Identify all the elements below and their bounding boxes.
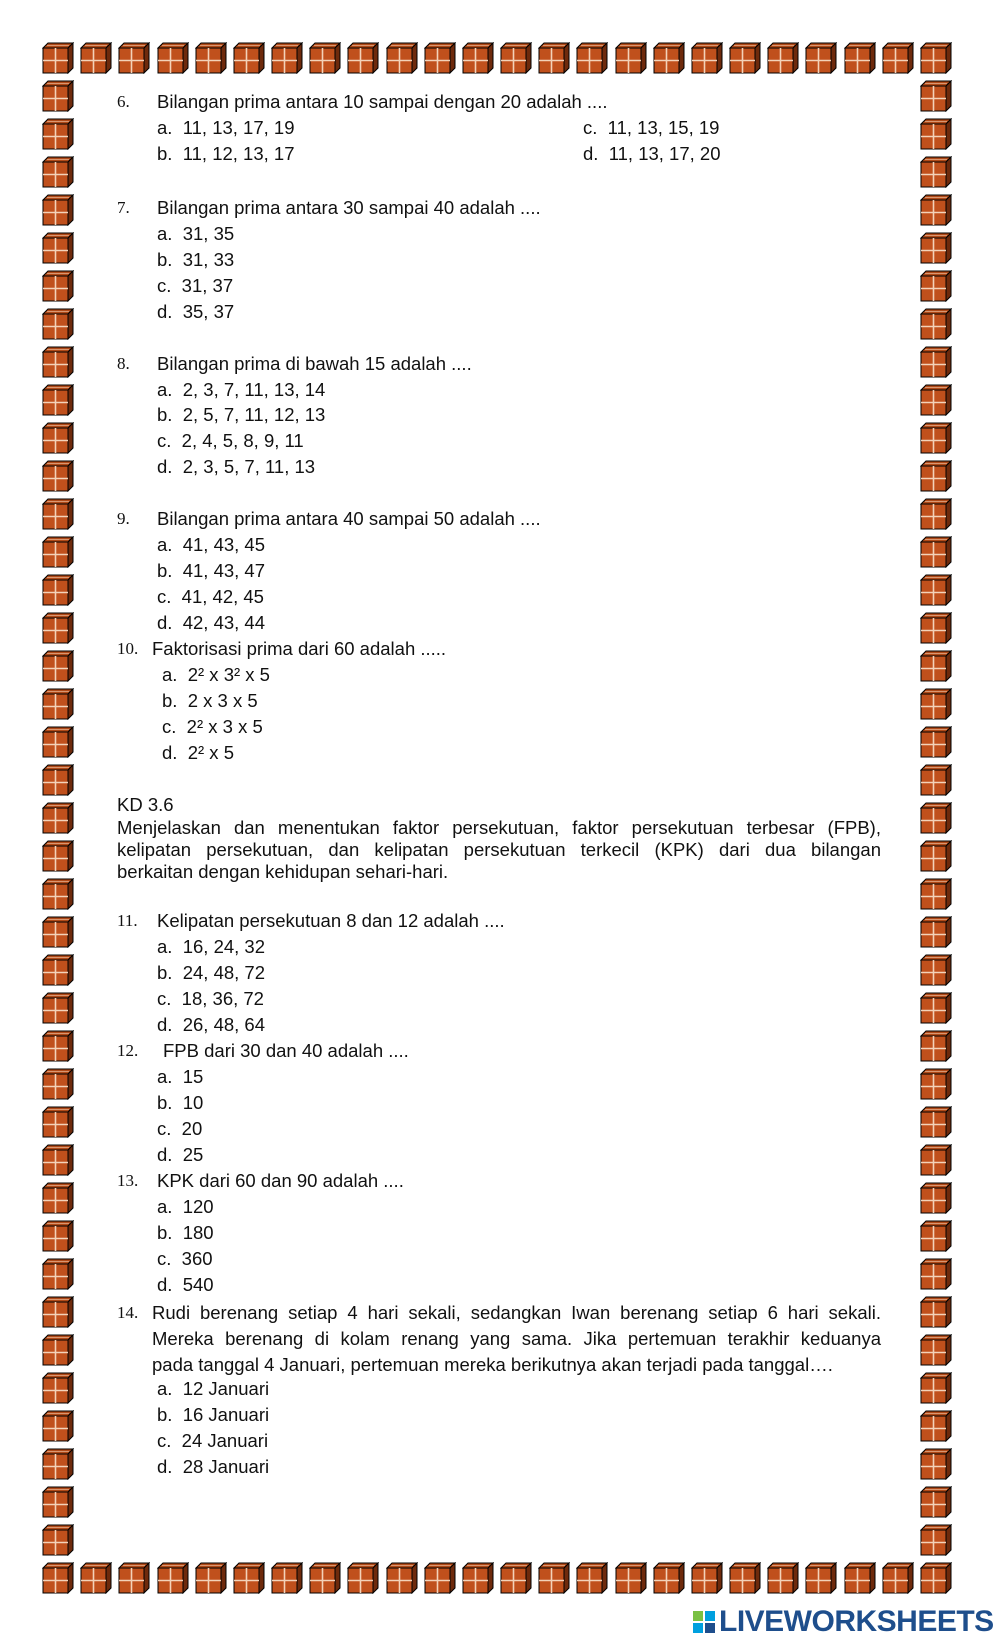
brick-icon: [920, 878, 952, 910]
option-text: 120: [182, 1196, 214, 1217]
question-text: Kelipatan persekutuan 8 dan 12 adalah ....: [157, 910, 505, 931]
option-text: 12 Januari: [182, 1378, 270, 1399]
option-text: 2² x 3² x 5: [187, 664, 270, 685]
option-c[interactable]: [157, 275, 233, 297]
option-text: 11, 13, 17, 20: [608, 143, 721, 164]
option-a[interactable]: [157, 534, 265, 556]
option-letter: a.: [157, 1378, 173, 1399]
brick-icon: [42, 916, 74, 948]
option-letter: d.: [157, 1456, 173, 1477]
option-text: 16 Januari: [182, 1404, 270, 1425]
option-letter: c.: [157, 586, 172, 607]
option-text: 11, 12, 13, 17: [182, 143, 295, 164]
option-d[interactable]: [157, 1274, 214, 1296]
kd-line: Menjelaskan dan menentukan faktor persekutuan, faktor persekutuan terbesar (FPB),: [117, 817, 881, 838]
brick-icon: [80, 1562, 112, 1594]
option-text: 18, 36, 72: [181, 988, 264, 1009]
brick-icon: [309, 1562, 341, 1594]
brick-icon: [42, 422, 74, 454]
option-a[interactable]: [162, 664, 270, 686]
option-text: 11, 13, 15, 19: [607, 117, 720, 138]
brick-icon: [920, 1068, 952, 1100]
brick-icon: [157, 1562, 189, 1594]
brick-icon: [920, 194, 952, 226]
question-number: 10.: [117, 639, 139, 658]
brick-icon: [920, 1182, 952, 1214]
option-b[interactable]: [162, 690, 258, 712]
kd-line: berkaitan dengan kehidupan sehari-hari.: [117, 861, 449, 882]
brick-icon: [920, 156, 952, 188]
brick-icon: [42, 954, 74, 986]
question-text: FPB dari 30 dan 40 adalah ....: [163, 1040, 409, 1061]
brick-icon: [920, 1486, 952, 1518]
brick-icon: [920, 232, 952, 264]
question-number: 9.: [117, 509, 130, 528]
option-text: 2, 3, 7, 11, 13, 14: [182, 379, 326, 400]
option-text: 25: [182, 1144, 204, 1165]
option-d[interactable]: [157, 1144, 203, 1166]
option-letter: d.: [157, 612, 173, 633]
brick-icon: [920, 1220, 952, 1252]
option-a[interactable]: [157, 1066, 203, 1088]
option-letter: b.: [157, 249, 173, 270]
question-number: 8.: [117, 354, 130, 373]
question-text: [152, 1300, 881, 1378]
brick-icon: [42, 688, 74, 720]
option-d[interactable]: [157, 1014, 265, 1036]
option-letter: b.: [157, 404, 173, 425]
brick-icon: [920, 802, 952, 834]
option-text: 2 x 3 x 5: [187, 690, 258, 711]
brick-icon: [42, 1296, 74, 1328]
brick-icon: [233, 1562, 265, 1594]
option-b[interactable]: [157, 249, 234, 271]
option-text: 2, 4, 5, 8, 9, 11: [181, 430, 304, 451]
brick-icon: [271, 1562, 303, 1594]
brick-icon: [576, 42, 608, 74]
kd-heading: KD 3.6: [117, 794, 174, 815]
option-text: 41, 43, 47: [182, 560, 266, 581]
brick-icon: [576, 1562, 608, 1594]
option-text: 180: [182, 1222, 214, 1243]
option-b[interactable]: [157, 1092, 203, 1114]
option-d[interactable]: [157, 612, 265, 634]
option-letter: c.: [162, 716, 177, 737]
brick-icon: [386, 1562, 418, 1594]
kd-line: kelipatan persekutuan, dan kelipatan persekutuan terkecil (KPK) dari dua bilangan: [117, 839, 881, 860]
brick-icon: [920, 840, 952, 872]
brick-icon: [42, 1334, 74, 1366]
option-d[interactable]: [157, 456, 315, 478]
brick-icon: [347, 42, 379, 74]
option-b[interactable]: [157, 962, 265, 984]
question-number: 7.: [117, 198, 130, 217]
question-number: 13.: [117, 1171, 139, 1190]
option-c[interactable]: [157, 1248, 213, 1270]
question-line: pada tanggal 4 Januari, pertemuan mereka berikutnya akan terjadi pada tanggal….: [152, 1354, 833, 1375]
option-letter: a.: [157, 223, 173, 244]
brick-icon: [42, 194, 74, 226]
option-text: 26, 48, 64: [182, 1014, 266, 1035]
option-text: 360: [181, 1248, 213, 1269]
option-a[interactable]: [157, 379, 325, 401]
option-letter: a.: [157, 534, 173, 555]
brick-icon: [42, 612, 74, 644]
option-letter: b.: [157, 1092, 173, 1113]
brick-icon: [538, 1562, 570, 1594]
brick-icon: [920, 1030, 952, 1062]
option-a[interactable]: [157, 117, 295, 139]
option-text: 31, 35: [182, 223, 235, 244]
brick-icon: [462, 42, 494, 74]
brick-icon: [920, 308, 952, 340]
brick-icon: [920, 1372, 952, 1404]
brick-icon: [920, 1524, 952, 1556]
option-letter: a.: [157, 1066, 173, 1087]
brick-icon: [42, 992, 74, 1024]
brick-icon: [920, 688, 952, 720]
option-c[interactable]: [583, 117, 719, 139]
brick-icon: [920, 346, 952, 378]
brick-icon: [920, 992, 952, 1024]
brick-icon: [42, 878, 74, 910]
option-b[interactable]: [157, 1404, 269, 1426]
brick-icon: [42, 1182, 74, 1214]
option-letter: a.: [157, 379, 173, 400]
brick-icon: [920, 118, 952, 150]
option-letter: d.: [157, 1014, 173, 1035]
option-c[interactable]: [162, 716, 263, 738]
option-letter: c.: [157, 430, 172, 451]
option-text: 2² x 3 x 5: [186, 716, 263, 737]
option-letter: c.: [157, 275, 172, 296]
option-letter: a.: [157, 936, 173, 957]
brick-icon: [920, 612, 952, 644]
option-text: 35, 37: [182, 301, 235, 322]
option-letter: d.: [162, 742, 178, 763]
brick-icon: [42, 80, 74, 112]
brick-icon: [691, 42, 723, 74]
brick-icon: [42, 1106, 74, 1138]
brick-icon: [920, 916, 952, 948]
option-text: 540: [182, 1274, 214, 1295]
liveworksheets-logo-icon: [692, 1610, 716, 1634]
brick-icon: [42, 156, 74, 188]
option-a[interactable]: [157, 936, 265, 958]
brick-icon: [42, 1258, 74, 1290]
question-text: Bilangan prima di bawah 15 adalah ....: [157, 353, 472, 374]
question-number: 12.: [117, 1041, 139, 1060]
brick-icon: [653, 1562, 685, 1594]
brick-icon: [805, 42, 837, 74]
option-text: 10: [182, 1092, 204, 1113]
option-text: 2² x 5: [187, 742, 234, 763]
brick-icon: [42, 1448, 74, 1480]
question-number: 11.: [117, 911, 138, 930]
brick-icon: [920, 1410, 952, 1442]
brick-icon: [42, 574, 74, 606]
brick-icon: [42, 1372, 74, 1404]
option-letter: a.: [162, 664, 178, 685]
logo-text: LIVEWORKSHEETS: [719, 1605, 994, 1638]
option-letter: c.: [157, 1430, 172, 1451]
brick-icon: [844, 42, 876, 74]
brick-icon: [691, 1562, 723, 1594]
option-c[interactable]: [157, 1430, 268, 1452]
brick-icon: [42, 1030, 74, 1062]
brick-icon: [42, 764, 74, 796]
brick-icon: [920, 1448, 952, 1480]
option-letter: d.: [157, 456, 173, 477]
brick-icon: [42, 498, 74, 530]
option-letter: b.: [157, 143, 173, 164]
option-b[interactable]: [157, 404, 325, 426]
brick-icon: [920, 460, 952, 492]
brick-icon: [42, 384, 74, 416]
brick-icon: [424, 1562, 456, 1594]
question-number: 6.: [117, 92, 130, 111]
brick-icon: [882, 1562, 914, 1594]
brick-icon: [347, 1562, 379, 1594]
brick-icon: [538, 42, 570, 74]
brick-icon: [920, 726, 952, 758]
option-c[interactable]: [157, 988, 264, 1010]
option-text: 2, 5, 7, 11, 12, 13: [182, 404, 326, 425]
brick-icon: [500, 1562, 532, 1594]
brick-icon: [615, 1562, 647, 1594]
liveworksheets-logo[interactable]: [692, 1606, 994, 1638]
brick-icon: [42, 1524, 74, 1556]
brick-icon: [195, 1562, 227, 1594]
brick-icon: [920, 650, 952, 682]
brick-icon: [80, 42, 112, 74]
question-line: Mereka berenang di kolam renang yang sama. Jika pertemuan terakhir keduanya: [152, 1328, 881, 1349]
brick-icon: [42, 1144, 74, 1176]
option-letter: d.: [583, 143, 599, 164]
brick-icon: [920, 422, 952, 454]
brick-icon: [729, 1562, 761, 1594]
option-text: 24, 48, 72: [182, 962, 266, 983]
question-text: Bilangan prima antara 30 sampai 40 adalah ....: [157, 197, 541, 218]
brick-icon: [920, 498, 952, 530]
brick-icon: [42, 650, 74, 682]
option-a[interactable]: [157, 1378, 269, 1400]
brick-icon: [118, 1562, 150, 1594]
brick-icon: [195, 42, 227, 74]
option-letter: c.: [157, 1118, 172, 1139]
option-letter: b.: [157, 962, 173, 983]
brick-icon: [157, 42, 189, 74]
option-letter: d.: [157, 1144, 173, 1165]
option-d[interactable]: [162, 742, 234, 764]
option-text: 41, 43, 45: [182, 534, 266, 555]
option-c[interactable]: [157, 586, 264, 608]
option-a[interactable]: [157, 1196, 214, 1218]
brick-icon: [767, 1562, 799, 1594]
option-letter: b.: [157, 1222, 173, 1243]
brick-icon: [42, 118, 74, 150]
brick-icon: [653, 42, 685, 74]
brick-icon: [42, 726, 74, 758]
brick-icon: [42, 42, 74, 74]
option-letter: b.: [162, 690, 178, 711]
option-letter: c.: [157, 1248, 172, 1269]
kd-description: [117, 817, 881, 883]
option-text: 11, 13, 17, 19: [182, 117, 295, 138]
brick-icon: [920, 80, 952, 112]
option-text: 15: [182, 1066, 204, 1087]
question-text: Bilangan prima antara 40 sampai 50 adalah ....: [157, 508, 541, 529]
brick-icon: [118, 42, 150, 74]
brick-icon: [42, 1220, 74, 1252]
brick-icon: [920, 1258, 952, 1290]
option-text: 16, 24, 32: [182, 936, 266, 957]
question-text: Faktorisasi prima dari 60 adalah .....: [152, 638, 447, 659]
option-c[interactable]: [157, 430, 304, 452]
brick-icon: [42, 840, 74, 872]
option-b[interactable]: [157, 560, 265, 582]
brick-icon: [920, 1106, 952, 1138]
option-text: 41, 42, 45: [181, 586, 264, 607]
question-line: Rudi berenang setiap 4 hari sekali, sedangkan Iwan berenang setiap 6 hari sekali.: [152, 1302, 881, 1323]
brick-icon: [42, 308, 74, 340]
brick-icon: [500, 42, 532, 74]
option-b[interactable]: [157, 1222, 214, 1244]
brick-icon: [844, 1562, 876, 1594]
brick-icon: [42, 536, 74, 568]
brick-icon: [920, 1334, 952, 1366]
option-text: 28 Januari: [182, 1456, 270, 1477]
option-text: 24 Januari: [181, 1430, 269, 1451]
brick-icon: [920, 574, 952, 606]
brick-icon: [233, 42, 265, 74]
brick-icon: [386, 42, 418, 74]
brick-icon: [920, 42, 952, 74]
brick-icon: [309, 42, 341, 74]
brick-icon: [920, 384, 952, 416]
option-letter: d.: [157, 301, 173, 322]
brick-icon: [42, 1410, 74, 1442]
brick-icon: [920, 536, 952, 568]
option-c[interactable]: [157, 1118, 202, 1140]
option-text: 31, 33: [182, 249, 235, 270]
brick-icon: [424, 42, 456, 74]
brick-icon: [42, 1562, 74, 1594]
brick-icon: [729, 42, 761, 74]
option-a[interactable]: [157, 223, 234, 245]
question-number: 14.: [117, 1303, 139, 1322]
brick-icon: [42, 232, 74, 264]
option-text: 42, 43, 44: [182, 612, 266, 633]
option-letter: a.: [157, 1196, 173, 1217]
option-letter: a.: [157, 117, 173, 138]
brick-icon: [920, 1144, 952, 1176]
option-letter: b.: [157, 1404, 173, 1425]
option-letter: c.: [157, 988, 172, 1009]
brick-icon: [615, 42, 647, 74]
option-text: 20: [181, 1118, 203, 1139]
brick-icon: [42, 460, 74, 492]
brick-icon: [882, 42, 914, 74]
option-text: 31, 37: [181, 275, 234, 296]
option-b[interactable]: [157, 143, 295, 165]
brick-icon: [42, 802, 74, 834]
option-letter: b.: [157, 560, 173, 581]
question-text: KPK dari 60 dan 90 adalah ....: [157, 1170, 404, 1191]
brick-icon: [42, 1068, 74, 1100]
option-letter: c.: [583, 117, 598, 138]
brick-icon: [42, 270, 74, 302]
option-d[interactable]: [157, 301, 234, 323]
brick-icon: [462, 1562, 494, 1594]
option-d[interactable]: [157, 1456, 269, 1478]
brick-icon: [920, 1562, 952, 1594]
brick-icon: [920, 954, 952, 986]
brick-icon: [805, 1562, 837, 1594]
option-d[interactable]: [583, 143, 721, 165]
option-letter: d.: [157, 1274, 173, 1295]
brick-icon: [271, 42, 303, 74]
brick-icon: [920, 270, 952, 302]
brick-icon: [42, 346, 74, 378]
brick-icon: [920, 764, 952, 796]
brick-icon: [767, 42, 799, 74]
question-text: Bilangan prima antara 10 sampai dengan 20 adalah ....: [157, 91, 608, 112]
brick-icon: [42, 1486, 74, 1518]
option-text: 2, 3, 5, 7, 11, 13: [182, 456, 316, 477]
brick-icon: [920, 1296, 952, 1328]
